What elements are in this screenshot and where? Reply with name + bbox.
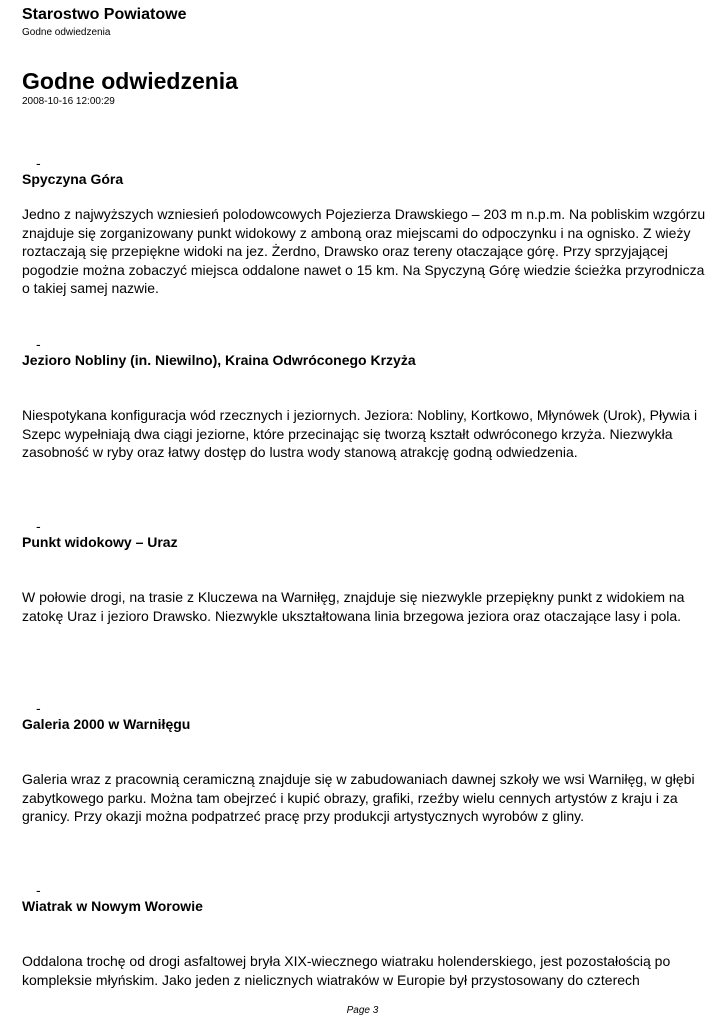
site-title: Starostwo Powiatowe bbox=[22, 6, 187, 23]
site-subtitle: Godne odwiedzenia bbox=[22, 27, 111, 38]
page-number: Page 3 bbox=[346, 1005, 379, 1016]
section-marker: - bbox=[36, 336, 41, 352]
section-text: Galeria wraz z pracownią ceramiczną znajduje się w zabudowaniach dawnej szkoły we wsi Warniłęg, w głębi zabytkowego parku. Można tam obejrzeć i kupić obrazy, grafiki, rzeźby wielu cennych artystów z kraju i za granicy. Przy okazji można podpatrzeć pracę przy produkcji artystycznych wyrobów z gliny. bbox=[22, 771, 695, 824]
section-heading: Punkt widokowy – Uraz bbox=[22, 534, 178, 550]
section-heading: Spyczyna Góra bbox=[22, 171, 124, 187]
section-text: W połowie drogi, na trasie z Kluczewa na Warniłęg, znajduje się niezwykle przepiękny punkt z widokiem na zatokę Uraz i jezioro Drawsko. Niezwykle ukształtowana linia brzegowa jeziora oraz otaczające lasy i pola. bbox=[22, 589, 685, 624]
article-title: Godne odwiedzenia bbox=[22, 68, 238, 94]
section-heading: Wiatrak w Nowym Worowie bbox=[22, 898, 203, 914]
article-date: 2008-10-16 12:00:29 bbox=[22, 96, 115, 107]
section-text: Niespotykana konfiguracja wód rzecznych i jeziornych. Jeziora: Nobliny, Kortkowo, Młynówek (Urok), Pływia i Szepc wypełniają dwa ciągi jeziorne, które przecinając się tworzą kształt odwróconego krzyża. Niezwykła zasobność w ryby oraz łatwy dostęp do lustra wody stanową atrakcję godną odwiedzenia. bbox=[22, 407, 698, 460]
section-marker: - bbox=[36, 700, 41, 716]
section-marker: - bbox=[36, 882, 41, 898]
section-heading: Galeria 2000 w Warniłęgu bbox=[22, 716, 191, 732]
section-text: Jedno z najwyższych wzniesień polodowcowych Pojezierza Drawskiego – 203 m n.p.m. Na pobliskim wzgórzu znajduje się zorganizowany punkt widokowy z amboną oraz miejscami do odpoczynku i na ognisko. Z wieży roztaczają się przepiękne widoki na jez. Żerdno, Drawsko oraz tereny otaczające górę. Przy sprzyjającej pogodzie można zobaczyć miejsca oddalone nawet o 15 km. Na Spyczyną Górę wiedzie ścieżka przyrodnicza o takiej samej nazwie. bbox=[22, 206, 706, 296]
section-marker: - bbox=[36, 518, 41, 534]
section-marker: - bbox=[36, 155, 41, 171]
section-heading: Jezioro Nobliny (in. Niewilno), Kraina Odwróconego Krzyża bbox=[22, 352, 416, 368]
section-text: Oddalona trochę od drogi asfaltowej bryła XIX-wiecznego wiatraku holenderskiego, jest pozostałością po kompleksie młyńskim. Jako jeden z nielicznych wiatraków w Europie był przystosowany do czterech bbox=[22, 953, 671, 988]
